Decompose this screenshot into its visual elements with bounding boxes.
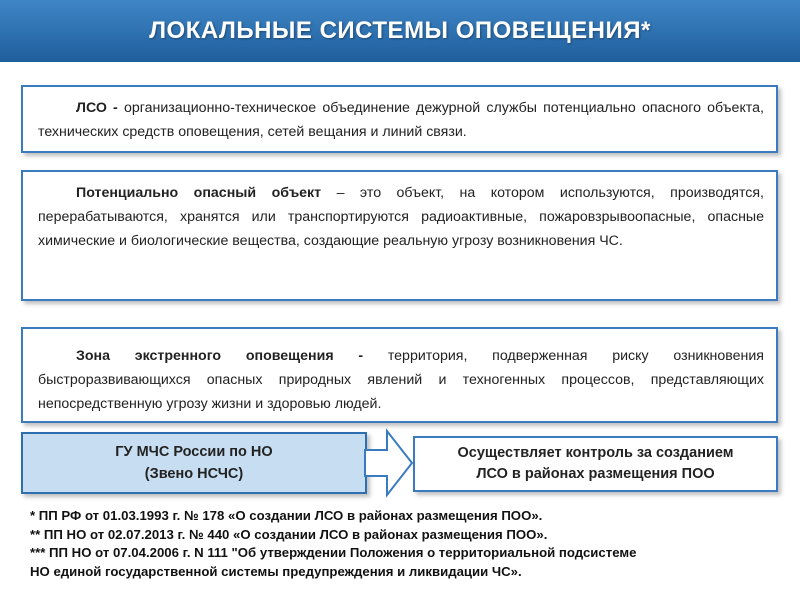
footnotes [30,507,780,581]
definition-box-lso [21,85,778,153]
right-arrow-icon [364,428,414,498]
function-box [413,436,778,492]
definition-box-alert-zone [21,327,778,423]
definition-term: Зона экстренного оповещения - [76,348,364,364]
authority-name: ГУ МЧС России по НО [115,444,273,460]
header-bar [0,0,800,62]
footnote-3-cont: НО единой государственной системы предупреждения и ликвидации ЧС». [30,563,522,579]
definition-term: Потенциально опасный объект [76,185,322,201]
footnote-1: * ПП РФ от 01.03.1993 г. № 178 «О создании ЛСО в районах размещения ПОО». [30,508,543,523]
definition-text: – это объект, на котором используются, производятся, перерабатываются, хранятся или транспортируются радиоактивные, пожаровзрывоопасные, опасные химические и биологические вещества, создающие реальную угрозу возникновения ЧС. [38,185,765,249]
footnote-2: ** ПП НО от 02.07.2013 г. № 440 «О создании ЛСО в районах размещения ПОО». [30,526,548,542]
definition-term: ЛСО - [76,100,118,116]
definition-text: организационно-техническое объединение дежурной службы потенциально опасного объекта, технических средств оповещения, сетей вещания и линий связи. [38,100,764,140]
footnote-3: *** ПП НО от 07.04.2006 г. N 111 "Об утверждении Положения о территориальной подсистеме [30,545,637,560]
authority-level: (Звено НСЧС) [144,466,244,482]
authority-box [21,432,367,494]
function-line-1: Осуществляет контроль за созданием [457,445,734,461]
definition-text: территория, подверженная риску озникновения быстроразвивающихся опасных природных явлений и техногенных процессов, представляющих непосредственную угрозу жизни и здоровью людей. [38,348,764,412]
page-title: ЛОКАЛЬНЫЕ СИСТЕМЫ ОПОВЕЩЕНИЯ* [149,17,651,44]
definition-box-hazard-object [21,170,778,301]
function-line-2: ЛСО в районах размещения ПОО [476,466,715,482]
